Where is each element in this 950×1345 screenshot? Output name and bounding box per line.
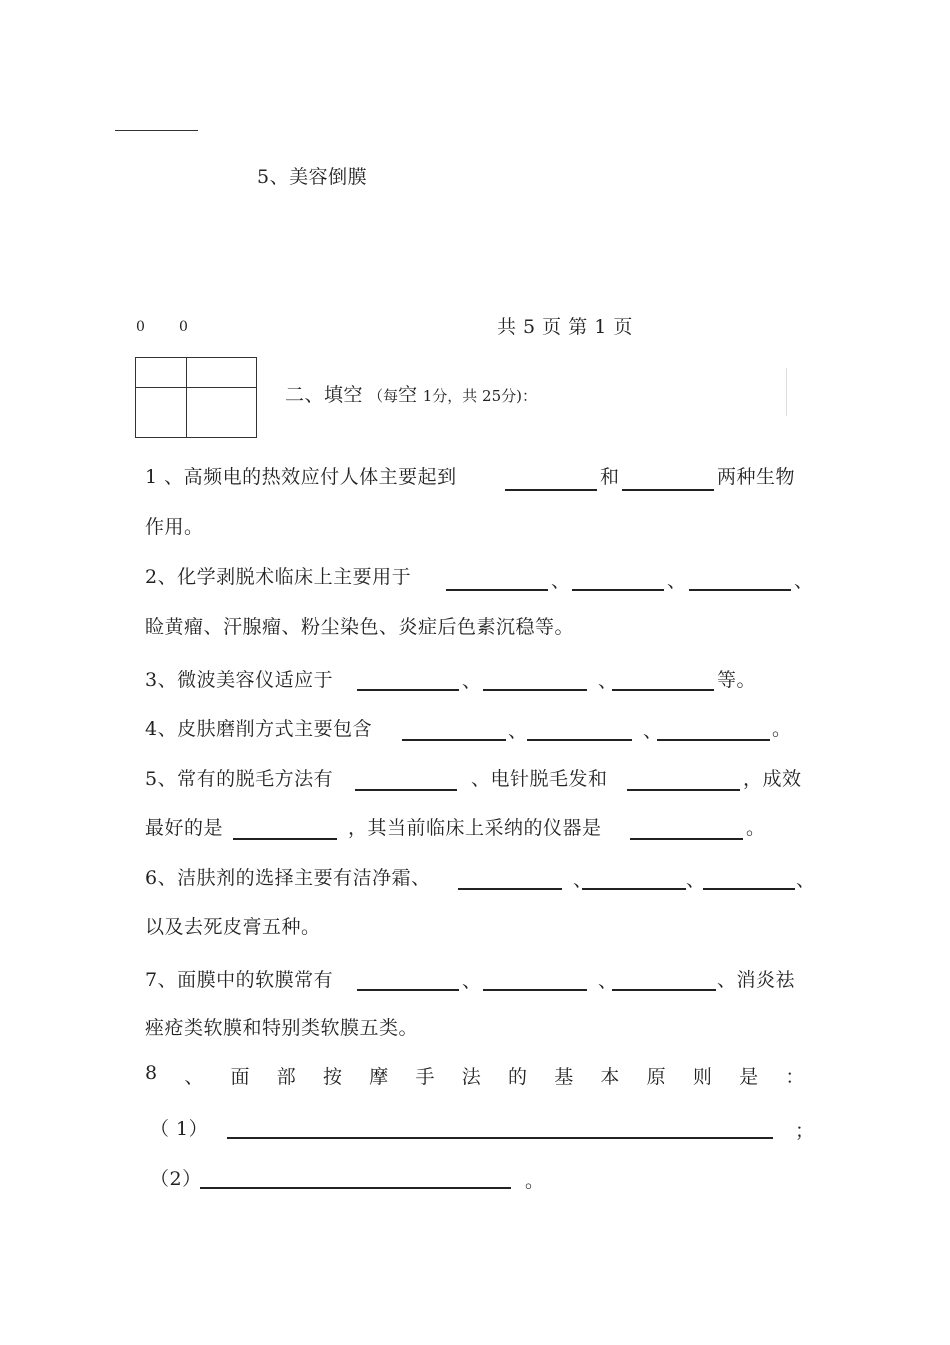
q5-line2-a: 最好的是 [145,817,224,839]
q4-text: 4、皮肤磨削方式主要包含 [145,718,373,740]
page-mark-right: 0 [179,319,188,335]
q8-char: 部 [276,1066,297,1088]
q8-char: 8 [145,1062,158,1084]
q2-sep3: 、 [794,570,814,592]
q4-sep1: 、 [508,720,528,742]
top-item: 5、美容倒膜 [257,166,368,188]
q1-line2: 作用。 [145,516,204,538]
q3-end: 等。 [717,669,757,691]
q6-sep1: 、 [573,869,593,891]
q6-line2: 以及去死皮膏五种。 [145,916,321,938]
q8-item1-blank[interactable] [227,1137,773,1139]
q1-blank-2[interactable] [622,489,714,491]
q1-text: 1 、高频电的热效应付人体主要起到 [145,466,457,488]
q2-blank-3[interactable] [689,589,791,591]
q2-blank-1[interactable] [446,589,548,591]
q6-text: 6、洁肤剂的选择主要有洁净霜、 [145,867,431,889]
q5-blank-2[interactable] [627,789,740,791]
q3-blank-3[interactable] [612,689,714,691]
q6-blank-2[interactable] [582,888,686,890]
score-note-3: 1分，共 25分)： [422,387,537,405]
q8-char: 基 [554,1066,574,1088]
q8-item2-end: 。 [525,1170,545,1192]
q8-char: 按 [323,1066,343,1088]
q8-item2-blank[interactable] [200,1187,511,1189]
score-grid [135,357,257,438]
q7-sep2: 、 [598,970,618,992]
q7-blank-1[interactable] [357,989,459,991]
q3-sep2: 、 [598,670,618,692]
q8-char: 本 [600,1066,620,1088]
q8-char: 、 [184,1066,204,1088]
q5-text: 5、常有的脱毛方法有 [145,768,334,790]
q8-char: 法 [461,1066,482,1088]
q5-blank-3[interactable] [233,838,337,840]
q6-sep3: 、 [796,869,816,891]
q3-blank-2[interactable] [483,689,587,691]
q2-sep1: 、 [551,570,571,592]
section-title-row [285,380,537,407]
q7-line2: 痤疮类软膜和特别类软膜五类。 [145,1017,419,1039]
q2-text: 2、化学剥脱术临床上主要用于 [145,566,412,588]
q3-text: 3、微波美容仪适应于 [145,669,334,691]
q7-text: 7、面膜中的软膜常有 [145,969,334,991]
q7-sep1: 、 [462,970,482,992]
score-grid-horizontal-line [136,387,256,388]
q1-end: 两种生物 [717,466,796,488]
q4-blank-3[interactable] [657,739,770,741]
q3-blank-1[interactable] [357,689,459,691]
q4-blank-2[interactable] [527,739,632,741]
q7-blank-3[interactable] [612,989,716,991]
q7-end: 、消炎祛 [717,969,796,991]
q4-sep2: 、 [643,720,663,742]
margin-line [786,368,787,416]
q4-end: 。 [772,718,792,740]
top-rule [115,130,198,131]
q6-blank-1[interactable] [458,888,562,890]
q6-sep2: 、 [686,869,706,891]
q8-item1-end: ； [795,1120,815,1142]
q8-char: 是 [739,1066,759,1088]
q1-sep1: 和 [600,466,620,488]
q8-char: 摩 [369,1066,389,1088]
q1-blank-1[interactable] [505,489,597,491]
q8-char: 原 [646,1066,667,1088]
score-grid-vertical-line [186,358,187,437]
q8-char: 则 [692,1066,713,1088]
q6-blank-3[interactable] [703,888,795,890]
q8-char: 的 [507,1066,528,1088]
section-title: 二、填空 [285,384,364,406]
q8-char: 手 [415,1066,435,1088]
q2-blank-2[interactable] [572,589,664,591]
q8-char: ： [785,1066,805,1088]
page-info: 共 5 页 第 1 页 [497,316,633,338]
q8-item1-label: （ 1） [150,1118,209,1140]
q4-blank-1[interactable] [402,739,506,741]
q2-sep2: 、 [667,570,687,592]
q5-line2-end: 。 [746,817,766,839]
q5-end: ，成效 [743,768,802,790]
q8-char: 面 [230,1066,251,1088]
q8-item2-label: （2） [150,1168,202,1190]
q5-line2-b: ，其当前临床上采纳的仪器是 [348,817,602,839]
q7-blank-2[interactable] [483,989,587,991]
page-mark-left: 0 [136,319,145,335]
q8-heading [145,1062,805,1089]
score-note-2: 空 [398,384,418,406]
q3-sep1: 、 [462,670,482,692]
score-note-1: （每 [368,387,399,405]
q5-mid: 、电针脱毛发和 [471,768,608,790]
q2-line2: 睑黄瘤、汗腺瘤、粉尘染色、炎症后色素沉稳等。 [145,616,575,638]
q5-blank-1[interactable] [355,789,457,791]
q5-blank-4[interactable] [630,838,743,840]
